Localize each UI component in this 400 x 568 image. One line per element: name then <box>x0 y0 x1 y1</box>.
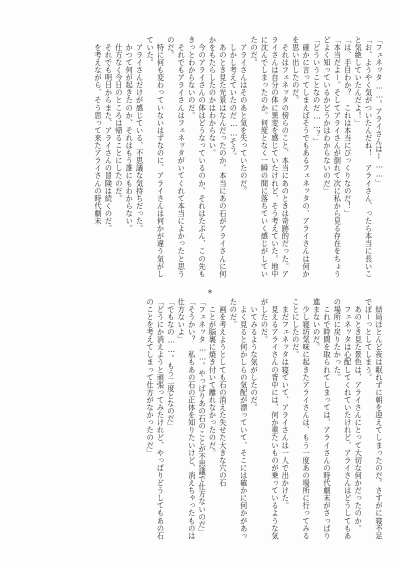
text-line: いてみるような気がしたのだ。 <box>250 298 260 412</box>
text-line: 仕方なく今日のところは帰ることにしたのだ。 <box>114 36 124 203</box>
text-line: あのとき見た景色は、アライさんにとって大切な何かだったのか。 <box>354 298 364 533</box>
text-line: よく見ると何かしらの気配が漂っていて、そこには確かに何かがあったのだ。 <box>229 298 249 540</box>
text-line: アライさんはそのあと気を失っていたのだ。 <box>239 36 249 195</box>
text-line: 「は、手目わか？ これは本当にびっくりなのだ！」 <box>343 36 353 218</box>
text-line: 「そうかい？ 私もあの石の正体を知りたいけど、消えちゃったものは仕方ないよ」 <box>177 298 197 540</box>
text-line: 「どういうことなのだ……？」 <box>312 36 322 146</box>
text-line: 少し寝坊気味に起きたアライさんは、もう一度あの場所に行ってみることにしたのだ。 <box>291 298 312 540</box>
text-line: あのとき見た光景はなんだったのか。本当にあの石がアライさんに何かをもたらしたのかはわからない。 <box>208 36 228 278</box>
section-divider: * <box>208 289 212 298</box>
text-line: 画を考えようとしても石の消えた失せた大きな穴の石 <box>218 298 228 487</box>
text-line: それでもアライさんはフェネッタがいてくれて本当によかったと思うのだ。 <box>166 36 187 278</box>
text-line: 今のアライさんの体はどうなっているのか。それはたぶん、この先もきっとわからないのだ。 <box>187 36 208 278</box>
upper-text-block <box>34 36 384 282</box>
text-line: 特に何も変わっていないはずなのに、アライさんは何かが違う気がしていた。 <box>146 36 166 278</box>
text-line: これで時間を取られてしまっては、アライさんの時代劇末がさっぱり進まないのだ。 <box>312 298 332 540</box>
text-line: まだフェネッタは寝ていて、アライさんは一人で出かけた。 <box>281 298 291 510</box>
text-line: ことが脳裏に焼き付いて離れなかったのだ。 <box>208 298 218 457</box>
text-line: 結局ほとんど夜は眠れずに朝を迎えてしまったのだ。さすがに寝不足でぼーっとしてしまう。 <box>364 298 384 540</box>
text-line: アライさんだけが感じている、不思議な気持ちだった。 <box>135 36 145 233</box>
text-line: フェネッタは心配してくれていたけれど、アライさんはどうしてもあの場所に戻りたかった。 <box>333 298 353 540</box>
text-line: を考えながら、そう思って来たアライさんの時代劇末 <box>94 36 104 225</box>
text-line: かつて何が起きたのか、それはもう誰にもわからない。 <box>125 36 135 233</box>
lower-text-block <box>34 298 384 544</box>
text-line: 見えるアライさんの背中には、何か重たいものが乗っているような気がしたのだ。 <box>260 298 280 540</box>
text-line: 「本当だよー。そしてアライさんが倒れて次に私から見る存在をちょうどよく知っているかどうかはわからないのだ」 <box>322 36 343 278</box>
text-line: 確かに言ってしまえばそうでもあるフェネッタの、アライさんは何かを思い出したのだ。 <box>291 36 312 278</box>
text-line: 「お、ようやく気がついたんだね！ アライさん、ったら本当に長いこと気絶していたんだよ！」 <box>354 36 374 278</box>
text-line: 「どうにか消えようと頑張ってみたけれど、やっぱりどうしてもあの石のことを考えてしまって仕方がなかったのだ」 <box>146 298 166 540</box>
text-line: それでも明日からまた、アライさんの冒険は続くのだ。 <box>104 36 114 233</box>
text-line: 「フェネッタ……。やっぱりあの石のことが不思議で仕方ないのだ」 <box>198 298 208 536</box>
text-line: 「でもなの……。もう二度となのだ」 <box>166 298 176 430</box>
text-line: 「フェネッタ……。アライさんはー……」 <box>375 36 384 187</box>
text-line: しかし考えていたのだ……そう。 <box>229 36 239 161</box>
text-line: それはフェネッタの傍らのこと、本当にあのときは奇跡的だった。アライさんは自分の体に異変を感じていたけれど、そう考えていた。地中に沈んでしまったのか。何度となく一瞬の間に落ちていく感じがしていたのだ。 <box>250 36 291 278</box>
